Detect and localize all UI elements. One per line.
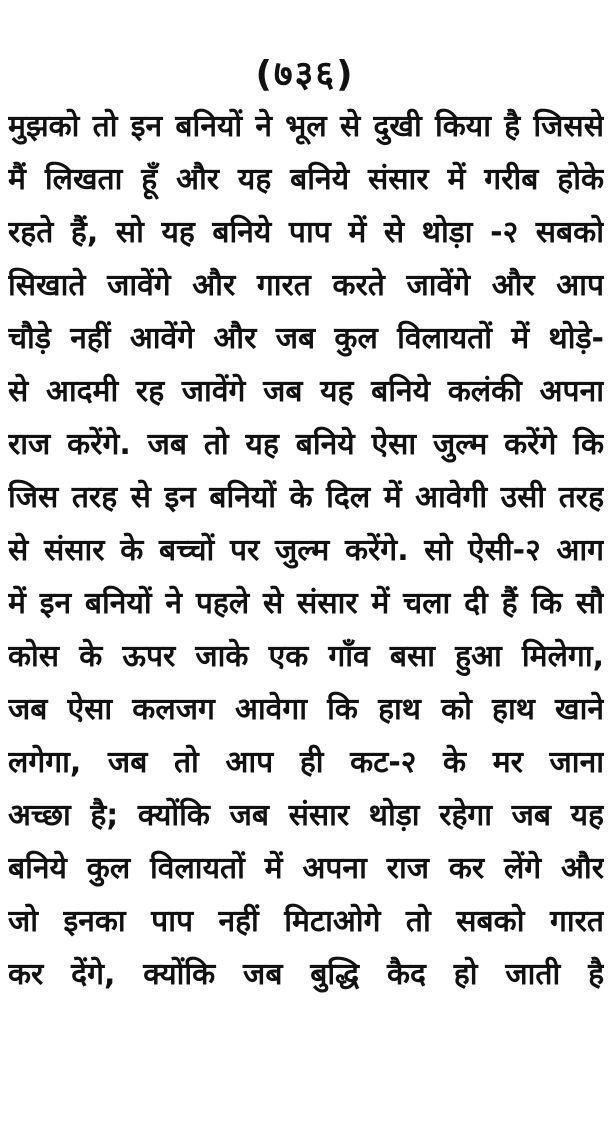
text-line: से आदमी रह जावेंगे जब यह बनिये कलंकी अपना (8, 374, 604, 409)
text-line: बनिये कुल विलायतों में अपना राज कर लेंगे और (8, 851, 604, 886)
body-text (8, 100, 604, 1001)
text-line: कर देंगे, क्योंकि जब बुद्धि कैद हो जाती है (8, 957, 604, 992)
text-line: कोस के ऊपर जाके एक गाँव बसा हुआ मिलेगा, (8, 639, 604, 674)
text-line: रहते हैं, सो यह बनिये पाप में से थोड़ा -२ सबको (8, 215, 604, 250)
text-line: राज करेंगे. जब तो यह बनिये ऐसा जुल्म करेंगे कि (8, 427, 604, 462)
page-number: (७३६) (255, 54, 355, 95)
text-line: से संसार के बच्चों पर जुल्म करेंगे. सो ऐसी-२ आग (8, 533, 604, 568)
text-line: चौड़े नहीं आवेंगे और जब कुल विलायतों में थोड़े- (8, 321, 604, 356)
text-line: सिखाते जावेंगे और गारत करते जावेंगे और आप (8, 268, 604, 303)
text-line: जिस तरह से इन बनियों के दिल में आवेगी उसी तरह (8, 480, 604, 515)
text-line: लगेगा, जब तो आप ही कट-२ के मर जाना (8, 745, 604, 780)
text-line: जब ऐसा कलजग आवेगा कि हाथ को हाथ खाने (8, 692, 604, 727)
text-line: में इन बनियों ने पहले से संसार में चला दी हैं कि सौ (8, 586, 604, 621)
text-line: मैं लिखता हूँ और यह बनिये संसार में गरीब होके (8, 162, 604, 197)
text-line: मुझको तो इन बनियों ने भूल से दुखी किया है जिससे (8, 109, 604, 144)
text-line: जो इनका पाप नहीं मिटाओगे तो सबको गारत (8, 904, 604, 939)
text-line: अच्छा है; क्योंकि जब संसार थोड़ा रहेगा जब यह (8, 798, 604, 833)
